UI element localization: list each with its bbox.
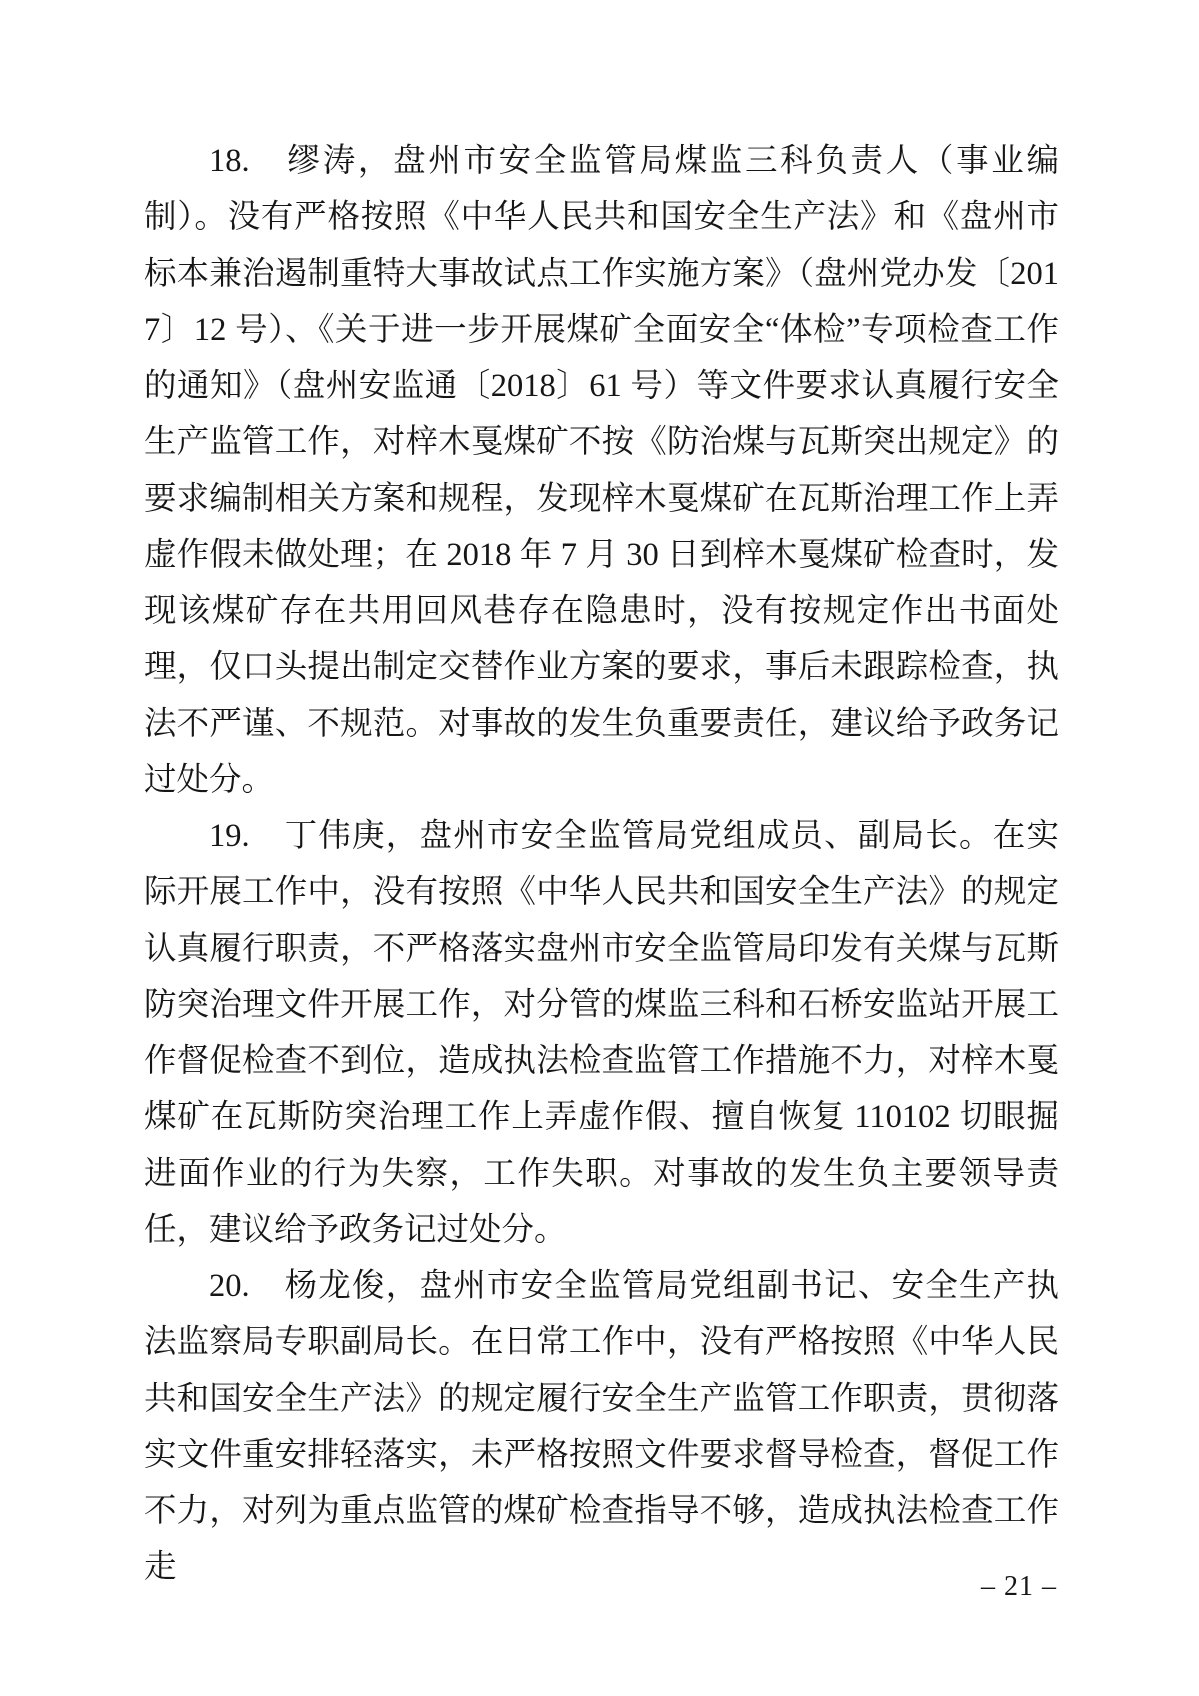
document-body: [144, 133, 1059, 1596]
paragraph-item-20: 20. 杨龙俊，盘州市安全监管局党组副书记、安全生产执法监察局专职副局长。在日常工作中，没有严格按照《中华人民共和国安全生产法》的规定履行安全生产监管工作职责，贯彻落实文件重安排轻落实，未严格按照文件要求督导检查，督促工作不力，对列为重点监管的煤矿检查指导不够，造成执法检查工作走: [144, 1268, 1059, 1586]
page-number: – 21 –: [981, 1571, 1057, 1602]
paragraph-item-19: 19. 丁伟庚，盘州市安全监管局党组成员、副局长。在实际开展工作中，没有按照《中华人民共和国安全生产法》的规定认真履行职责，不严格落实盘州市安全监管局印发有关煤与瓦斯防突治理文件开展工作，对分管的煤监三科和石桥安监站开展工作督促检查不到位，造成执法检查监管工作措施不力，对梓木戛煤矿在瓦斯防突治理工作上弄虚作假、擅自恢复 110102 切眼掘进面作业的行为失察，工作失职。对事故的发生负主要领导责任，建议给予政务记过处分。: [144, 818, 1059, 1248]
paragraph-item-18: 18. 缪涛，盘州市安全监管局煤监三科负责人（事业编制）。没有严格按照《中华人民共和国安全生产法》和《盘州市标本兼治遏制重特大事故试点工作实施方案》（盘州党办发〔2017〕12 号）、《关于进一步开展煤矿全面安全“体检”专项检查工作的通知》（盘州安监通〔2018〕61 号）等文件要求认真履行安全生产监管工作，对梓木戛煤矿不按《防治煤与瓦斯突出规定》的要求编制相关方案和规程，发现梓木戛煤矿在瓦斯治理工作上弄虚作假未做处理；在 2018 年 7 月 30 日到梓木戛煤矿检查时，发现该煤矿存在共用回风巷存在隐患时，没有按规定作出书面处理，仅口头提出制定交替作业方案的要求，事后未跟踪检查，执法不严谨、不规范。对事故的发生负重要责任，建议给予政务记过处分。: [144, 143, 1059, 798]
